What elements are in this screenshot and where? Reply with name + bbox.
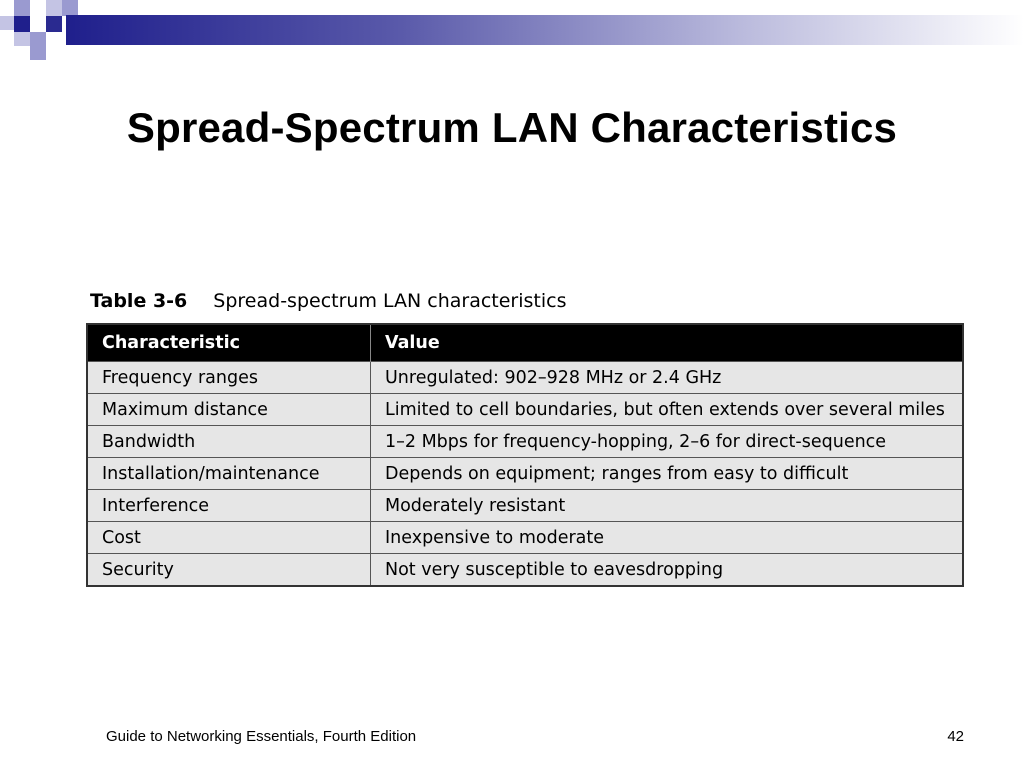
table-row bbox=[87, 522, 963, 554]
deco-square bbox=[0, 16, 14, 30]
cell-characteristic: Bandwidth bbox=[87, 426, 371, 458]
cell-value: Depends on equipment; ranges from easy to difficult bbox=[371, 458, 964, 490]
cell-value: 1–2 Mbps for frequency-hopping, 2–6 for direct-sequence bbox=[371, 426, 964, 458]
column-header-value: Value bbox=[371, 324, 964, 362]
cell-characteristic: Installation/maintenance bbox=[87, 458, 371, 490]
cell-value: Limited to cell boundaries, but often extends over several miles bbox=[371, 394, 964, 426]
decorative-header bbox=[0, 0, 1024, 70]
cell-characteristic: Maximum distance bbox=[87, 394, 371, 426]
column-header-characteristic: Characteristic bbox=[87, 324, 371, 362]
table-caption bbox=[90, 290, 567, 312]
deco-square bbox=[62, 0, 78, 16]
deco-square bbox=[14, 16, 30, 32]
footer-book-title: Guide to Networking Essentials, Fourth Edition bbox=[106, 728, 417, 745]
table-row bbox=[87, 554, 963, 587]
table-row bbox=[87, 426, 963, 458]
cell-value: Unregulated: 902–928 MHz or 2.4 GHz bbox=[371, 362, 964, 394]
header-gradient-bar bbox=[66, 15, 1024, 45]
table-row bbox=[87, 458, 963, 490]
cell-characteristic: Frequency ranges bbox=[87, 362, 371, 394]
table-number: Table 3-6 bbox=[90, 290, 188, 312]
table-row bbox=[87, 362, 963, 394]
table-row bbox=[87, 394, 963, 426]
slide-title: Spread-Spectrum LAN Characteristics bbox=[126, 104, 898, 151]
deco-square bbox=[14, 0, 30, 16]
deco-square bbox=[46, 0, 62, 16]
deco-square bbox=[30, 46, 46, 60]
deco-square bbox=[46, 16, 62, 32]
cell-value: Not very susceptible to eavesdropping bbox=[371, 554, 964, 587]
deco-square bbox=[14, 32, 30, 46]
cell-characteristic: Interference bbox=[87, 490, 371, 522]
table-caption-text: Spread-spectrum LAN characteristics bbox=[213, 290, 567, 312]
cell-value: Moderately resistant bbox=[371, 490, 964, 522]
page-number: 42 bbox=[947, 728, 964, 745]
table-row bbox=[87, 490, 963, 522]
table-header-row bbox=[87, 324, 963, 362]
deco-square bbox=[30, 32, 46, 46]
characteristics-table bbox=[86, 323, 964, 587]
cell-characteristic: Security bbox=[87, 554, 371, 587]
cell-characteristic: Cost bbox=[87, 522, 371, 554]
cell-value: Inexpensive to moderate bbox=[371, 522, 964, 554]
